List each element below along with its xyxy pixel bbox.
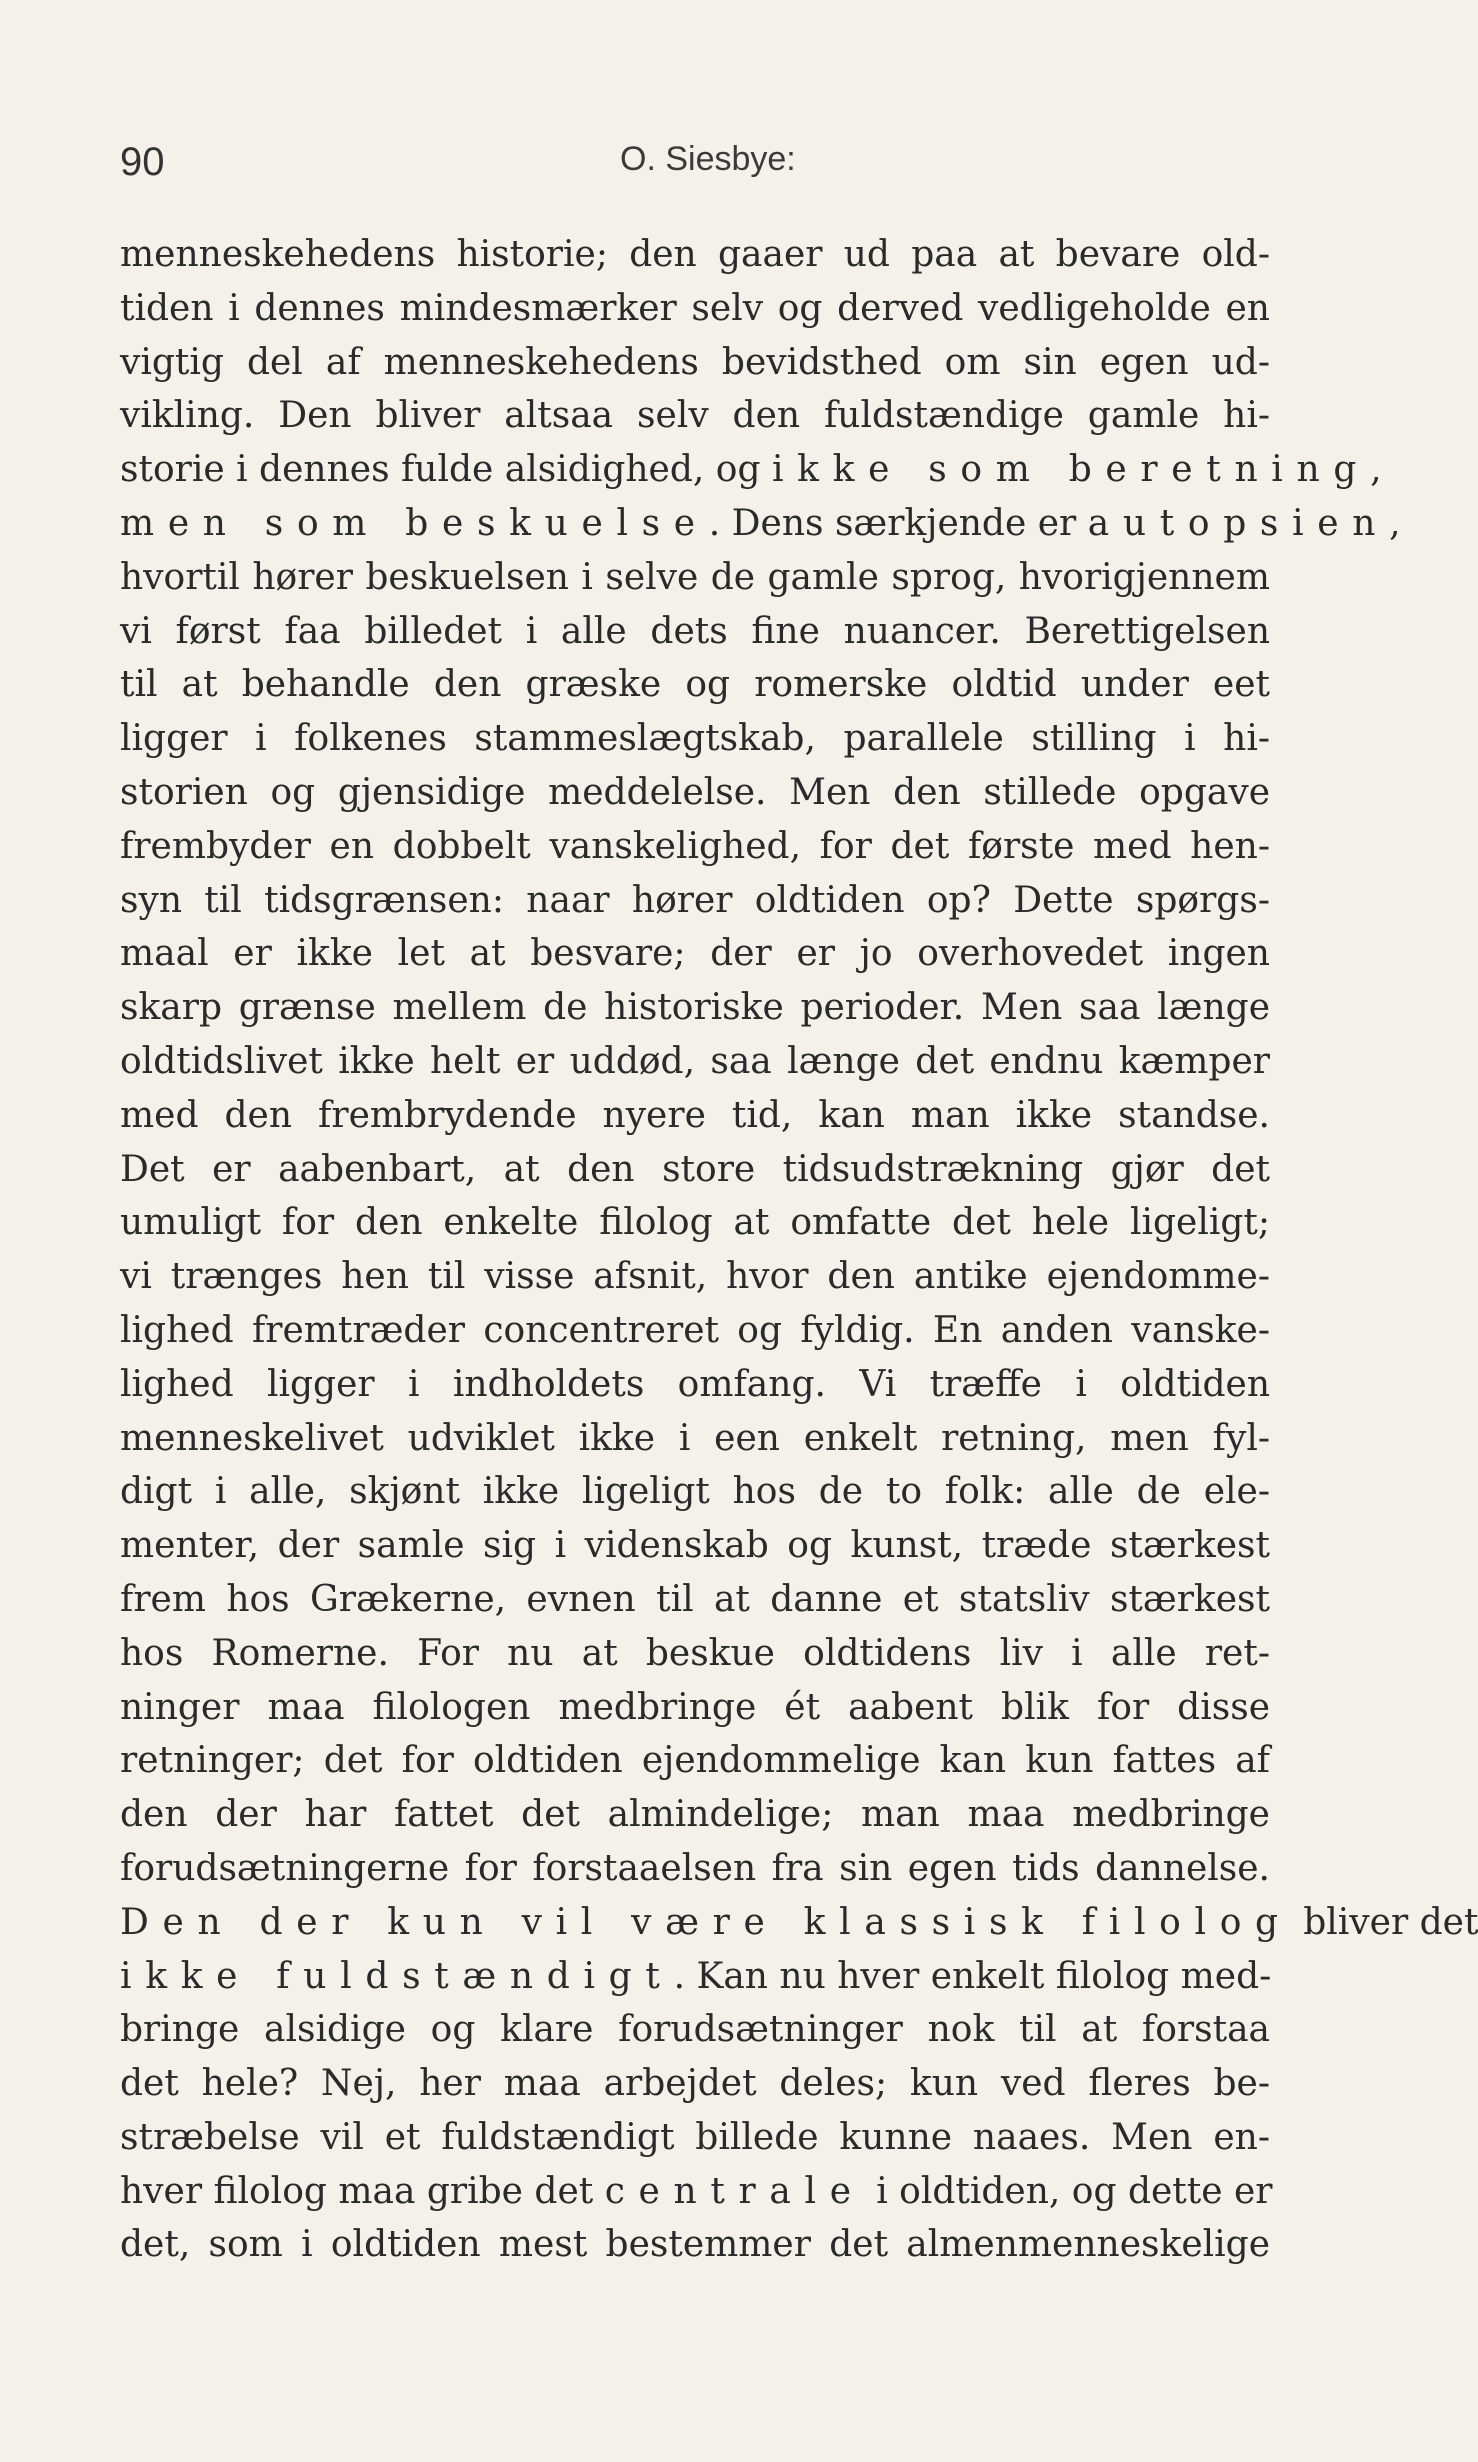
text-line xyxy=(120,389,1270,443)
running-head: O. Siesbye: xyxy=(620,140,796,178)
text-line xyxy=(120,766,1270,820)
body-text xyxy=(120,228,1478,2272)
text-line xyxy=(120,1143,1270,1197)
text-line xyxy=(120,2165,1273,2219)
text-line xyxy=(120,820,1270,874)
text-line xyxy=(120,2218,1270,2272)
text-segment: den der har fattet det almindelige; man maa medbringe xyxy=(120,1794,1270,1836)
text-segment: hvortil hører beskuelsen i selve de gamle sprog, hvorigjennem xyxy=(120,556,1270,598)
text-line xyxy=(120,1573,1270,1627)
text-segment: det, som i oldtiden mest bestemmer det almenmenneskelige xyxy=(120,2224,1270,2266)
text-line xyxy=(120,1681,1270,1735)
text-line xyxy=(120,1250,1270,1304)
text-segment: storien og gjensidige meddelelse. Men den stillede opgave xyxy=(120,771,1270,813)
emphasized-text: ikke fuldstændigt xyxy=(120,1955,674,1997)
text-segment: menneskehedens historie; den gaaer ud paa at bevare old- xyxy=(120,234,1270,275)
text-line xyxy=(120,1035,1270,1089)
text-line xyxy=(120,1304,1270,1358)
text-line xyxy=(120,1788,1270,1842)
text-line xyxy=(120,712,1270,766)
text-segment: umuligt for den enkelte filolog at omfatte det hele ligeligt; xyxy=(120,1202,1270,1244)
emphasized-text: ikke som beretning xyxy=(771,449,1371,491)
text-segment: ligger i folkenes stammeslægtskab, parallele stilling i hi- xyxy=(120,718,1270,760)
page-header xyxy=(120,140,1270,200)
text-segment: tiden i dennes mindesmærker selv og derved vedligeholde en xyxy=(120,287,1270,329)
text-line xyxy=(120,1627,1270,1681)
emphasized-text: autopsien xyxy=(1087,502,1390,544)
text-line xyxy=(120,1465,1270,1519)
text-line xyxy=(120,1358,1270,1412)
text-segment: forudsætningerne for forstaaelsen fra sin egen tids dannelse. xyxy=(120,1847,1270,1889)
text-segment: stræbelse vil et fuldstændigt billede kunne naaes. Men en- xyxy=(120,2116,1270,2158)
text-line xyxy=(120,282,1270,336)
text-segment: det hele? Nej, her maa arbejdet deles; kun ved fleres be- xyxy=(120,2063,1270,2105)
text-segment: . Dens særkjende er xyxy=(708,502,1088,544)
text-segment: i oldtiden, og dette er xyxy=(864,2170,1273,2212)
text-line xyxy=(120,497,1401,551)
text-line xyxy=(120,1089,1270,1143)
text-segment: menter, der samle sig i videnskab og kunst, træde stærkest xyxy=(120,1525,1270,1567)
text-segment: skarp grænse mellem de historiske perioder. Men saa længe xyxy=(120,987,1270,1029)
text-segment: vi trænges hen til visse afsnit, hvor den antike ejendomme- xyxy=(120,1256,1270,1298)
text-segment: hos Romerne. For nu at beskue oldtidens liv i alle ret- xyxy=(120,1632,1270,1674)
text-segment: til at behandle den græske og romerske oldtid under eet xyxy=(120,664,1270,706)
text-segment: ninger maa filologen medbringe ét aabent blik for disse xyxy=(120,1686,1270,1728)
text-line xyxy=(120,1842,1270,1896)
text-segment: storie i dennes fulde alsidighed, og xyxy=(120,449,772,491)
text-segment: frembyder en dobbelt vanskelighed, for det første med hen- xyxy=(120,825,1270,867)
text-segment: , xyxy=(1389,502,1401,544)
emphasized-text: Den der kun vil være klassisk filolog xyxy=(120,1901,1292,1943)
text-line xyxy=(120,228,1270,282)
text-line xyxy=(120,1896,1478,1950)
text-line xyxy=(120,2057,1270,2111)
text-segment: Det er aabenbart, at den store tidsudstrækning gjør det xyxy=(120,1148,1270,1190)
text-segment: vikling. Den bliver altsaa selv den fuldstændige gamle hi- xyxy=(120,395,1270,437)
text-line xyxy=(120,2111,1270,2165)
text-line xyxy=(120,2003,1270,2057)
text-line xyxy=(120,1519,1270,1573)
text-segment: . Kan nu hver enkelt filolog med- xyxy=(673,1955,1272,1997)
text-segment: maal er ikke let at besvare; der er jo overhovedet ingen xyxy=(120,933,1270,975)
emphasized-text: centrale xyxy=(604,2170,865,2212)
text-segment: hver filolog maa gribe det xyxy=(120,2170,605,2212)
text-line xyxy=(120,981,1270,1035)
text-line xyxy=(120,927,1270,981)
text-line xyxy=(120,1734,1270,1788)
text-segment: med den frembrydende nyere tid, kan man ikke standse. xyxy=(120,1094,1270,1136)
text-line xyxy=(120,1196,1270,1250)
text-segment: syn til tidsgrænsen: naar hører oldtiden op? Dette spørgs- xyxy=(120,879,1270,921)
text-segment: frem hos Grækerne, evnen til at danne et statsliv stærkest xyxy=(120,1578,1270,1620)
text-line xyxy=(120,443,1382,497)
text-line xyxy=(120,336,1270,390)
text-segment: menneskelivet udviklet ikke i een enkelt retning, men fyl- xyxy=(120,1417,1270,1459)
text-line xyxy=(120,551,1270,605)
page-number: 90 xyxy=(120,140,165,184)
text-segment: vigtig del af menneskehedens bevidsthed om sin egen ud- xyxy=(120,341,1270,383)
text-line xyxy=(120,874,1270,928)
text-segment: bliver det xyxy=(1291,1901,1478,1943)
text-segment: retninger; det for oldtiden ejendommelige kan kun fattes af xyxy=(120,1740,1270,1782)
emphasized-text: men som beskuelse xyxy=(120,502,709,544)
text-segment: lighed ligger i indholdets omfang. Vi træffe i oldtiden xyxy=(120,1363,1270,1405)
text-segment: digt i alle, skjønt ikke ligeligt hos de to folk: alle de ele- xyxy=(120,1471,1270,1513)
text-line xyxy=(120,658,1270,712)
text-segment: oldtidslivet ikke helt er uddød, saa længe det endnu kæmper xyxy=(120,1040,1270,1082)
text-line xyxy=(120,1412,1270,1466)
text-segment: vi først faa billedet i alle dets fine nuancer. Berettigelsen xyxy=(120,610,1270,652)
text-segment: lighed fremtræder concentreret og fyldig. En anden vanske- xyxy=(120,1309,1270,1351)
text-line xyxy=(120,605,1270,659)
text-segment: bringe alsidige og klare forudsætninger nok til at forstaa xyxy=(120,2009,1270,2051)
text-segment: , xyxy=(1370,449,1382,491)
text-line xyxy=(120,1950,1270,2004)
